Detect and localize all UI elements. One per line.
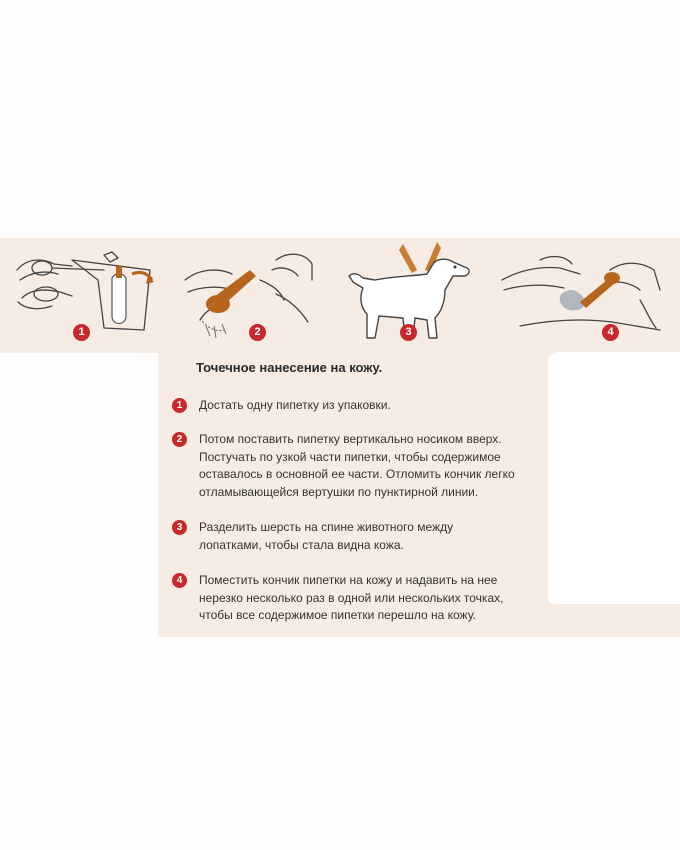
step-badge: 2: [172, 432, 187, 447]
step-badge: 4: [172, 573, 187, 588]
illustration-number-2: 2: [249, 324, 266, 341]
instruction-step-4: [172, 572, 542, 625]
step-badge: 3: [172, 520, 187, 535]
illustration-apply-pipette: [500, 240, 665, 340]
step-text: Разделить шерсть на спине животного между лопатками, чтобы стала видна кожа.: [199, 520, 454, 552]
illustration-number-1: 1: [73, 324, 90, 341]
step-text: Потом поставить пипетку вертикально носиком вверх. Постучать по узкой части пипетки, чтобы содержимое оставалось в основной ее части. Отломить кончик легко отламывающейся вертушки по пунктирной линии.: [199, 432, 515, 499]
instruction-step-2: [172, 431, 542, 501]
illustration-number-3: 3: [400, 324, 417, 341]
step-text: Поместить кончик пипетки на кожу и надавить на нее нерезко несколько раз в одной или нескольких точках, чтобы все содержимое пипетки перешло на кожу.: [199, 573, 504, 622]
illustration-tap-pipette: [180, 240, 320, 340]
step-text: Достать одну пипетку из упаковки.: [199, 398, 391, 412]
instruction-step-3: [172, 519, 542, 554]
illustration-open-package: [12, 240, 162, 340]
step-badge: 1: [172, 398, 187, 413]
leaflet-notch: [548, 352, 680, 604]
illustration-number-4: 4: [602, 324, 619, 341]
instruction-step-1: [172, 397, 542, 415]
instructions-heading: Точечное нанесение на кожу.: [196, 360, 383, 375]
